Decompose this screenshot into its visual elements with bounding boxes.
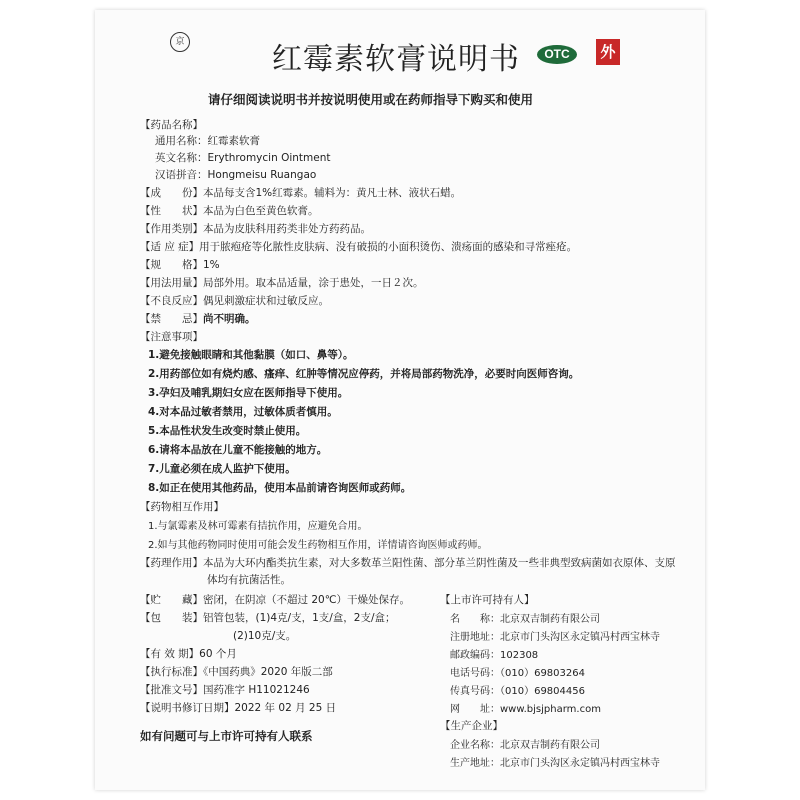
precaution-item: 2.用药部位如有烧灼感、瘙痒、红肿等情况应停药，并将局部药物洗净，必要时向医师咨询。 [148, 368, 580, 380]
document-subtitle: 请仔细阅读说明书并按说明使用或在药师指导下购买和使用 [208, 92, 534, 107]
otc-badge: OTC [537, 45, 577, 64]
package-line2: (2)10克/支。 [233, 630, 297, 642]
holder-fax: 传真号码：（010）69804456 [450, 686, 585, 697]
holder-website: 网 址：www.bjsjpharm.com [450, 704, 601, 715]
appearance: 【性 状】本品为白色至黄色软膏。 [140, 205, 319, 217]
document-title: 红霉素软膏说明书 [272, 42, 520, 77]
precaution-item: 4.对本品过敏者禁用，过敏体质者慎用。 [148, 406, 338, 418]
precautions-label: 【注意事项】 [140, 331, 203, 343]
storage: 【贮 藏】密闭，在阴凉（不超过 20℃）干燥处保存。 [140, 594, 410, 606]
pharmacology-line1: 【药理作用】本品为大环内酯类抗生素，对大多数革兰阳性菌、部分革兰阴性菌及一些非典型致病菌如衣原体、支原 [140, 557, 676, 569]
precaution-item: 7.儿童必须在成人监护下使用。 [148, 463, 296, 475]
indications: 【适 应 症】用于脓疱疮等化脓性皮肤病、没有破损的小面积烫伤、溃疡面的感染和寻常痤疮。 [140, 241, 578, 253]
dosage: 【用法用量】局部外用。取本品适量，涂于患处，一日２次。 [140, 277, 424, 289]
english-name: 英文名称：Erythromycin Ointment [155, 152, 331, 164]
precaution-item: 3.孕妇及哺乳期妇女应在医师指导下使用。 [148, 387, 349, 399]
category: 【作用类别】本品为皮肤科用药类非处方药药品。 [140, 223, 371, 235]
interaction-item: 2.如与其他药物同时使用可能会发生药物相互作用，详情请咨询医师或药师。 [148, 540, 488, 551]
specification: 【规 格】1% [140, 259, 220, 271]
common-name: 通用名称：红霉素软膏 [155, 135, 260, 147]
ingredients: 【成 份】本品每支含1%红霉素。辅料为：黄凡士林、液状石蜡。 [140, 187, 462, 199]
precaution-item: 6.请将本品放在儿童不能接触的地方。 [148, 444, 328, 456]
approval-number: 【批准文号】国药准字 H11021246 [140, 684, 310, 696]
package-line1: 【包 装】铝管包装，(1)4克/支，1支/盒，2支/盒； [140, 612, 396, 624]
adverse-reactions: 【不良反应】偶见刺激症状和过敏反应。 [140, 295, 329, 307]
precaution-item: 8.如正在使用其他药品，使用本品前请咨询医师或药师。 [148, 482, 412, 494]
contraindications [140, 311, 256, 326]
holder-label: 【上市许可持有人】 [440, 594, 535, 606]
contraindications-label: 【禁 忌】 [140, 313, 203, 325]
interactions-label: 【药物相互作用】 [140, 501, 224, 513]
manufacturer-address: 生产地址：北京市门头沟区永定镇冯村西宝林寺 [450, 758, 660, 769]
holder-address: 注册地址：北京市门头沟区永定镇冯村西宝林寺 [450, 632, 660, 643]
interaction-item: 1.与氯霉素及林可霉素有拮抗作用，应避免合用。 [148, 521, 368, 532]
standard: 【执行标准】《中国药典》2020 年版二部 [140, 666, 333, 678]
contact-note: 如有问题可与上市许可持有人联系 [140, 729, 313, 743]
pinyin-name: 汉语拼音：Hongmeisu Ruangao [155, 169, 317, 181]
drug-name-label: 【药品名称】 [140, 119, 203, 131]
holder-phone: 电话号码：（010）69803264 [450, 668, 585, 679]
manufacturer-label: 【生产企业】 [440, 720, 503, 732]
validity: 【有 效 期】60 个月 [140, 648, 237, 660]
revision-date: 【说明书修订日期】2022 年 02 月 25 日 [140, 702, 337, 714]
precaution-item: 5.本品性状发生改变时禁止使用。 [148, 425, 307, 437]
contraindications-text: 尚不明确。 [203, 313, 256, 325]
holder-postcode: 邮政编码：102308 [450, 650, 539, 661]
precaution-item: 1.避免接触眼睛和其他黏膜（如口、鼻等）。 [148, 349, 354, 361]
pharmacology-line2: 体均有抗菌活性。 [207, 574, 291, 586]
company-logo: 京 [170, 32, 190, 52]
external-use-badge: 外 [596, 39, 620, 65]
holder-name: 名 称：北京双吉制药有限公司 [450, 614, 600, 625]
manufacturer-name: 企业名称：北京双吉制药有限公司 [450, 740, 600, 751]
